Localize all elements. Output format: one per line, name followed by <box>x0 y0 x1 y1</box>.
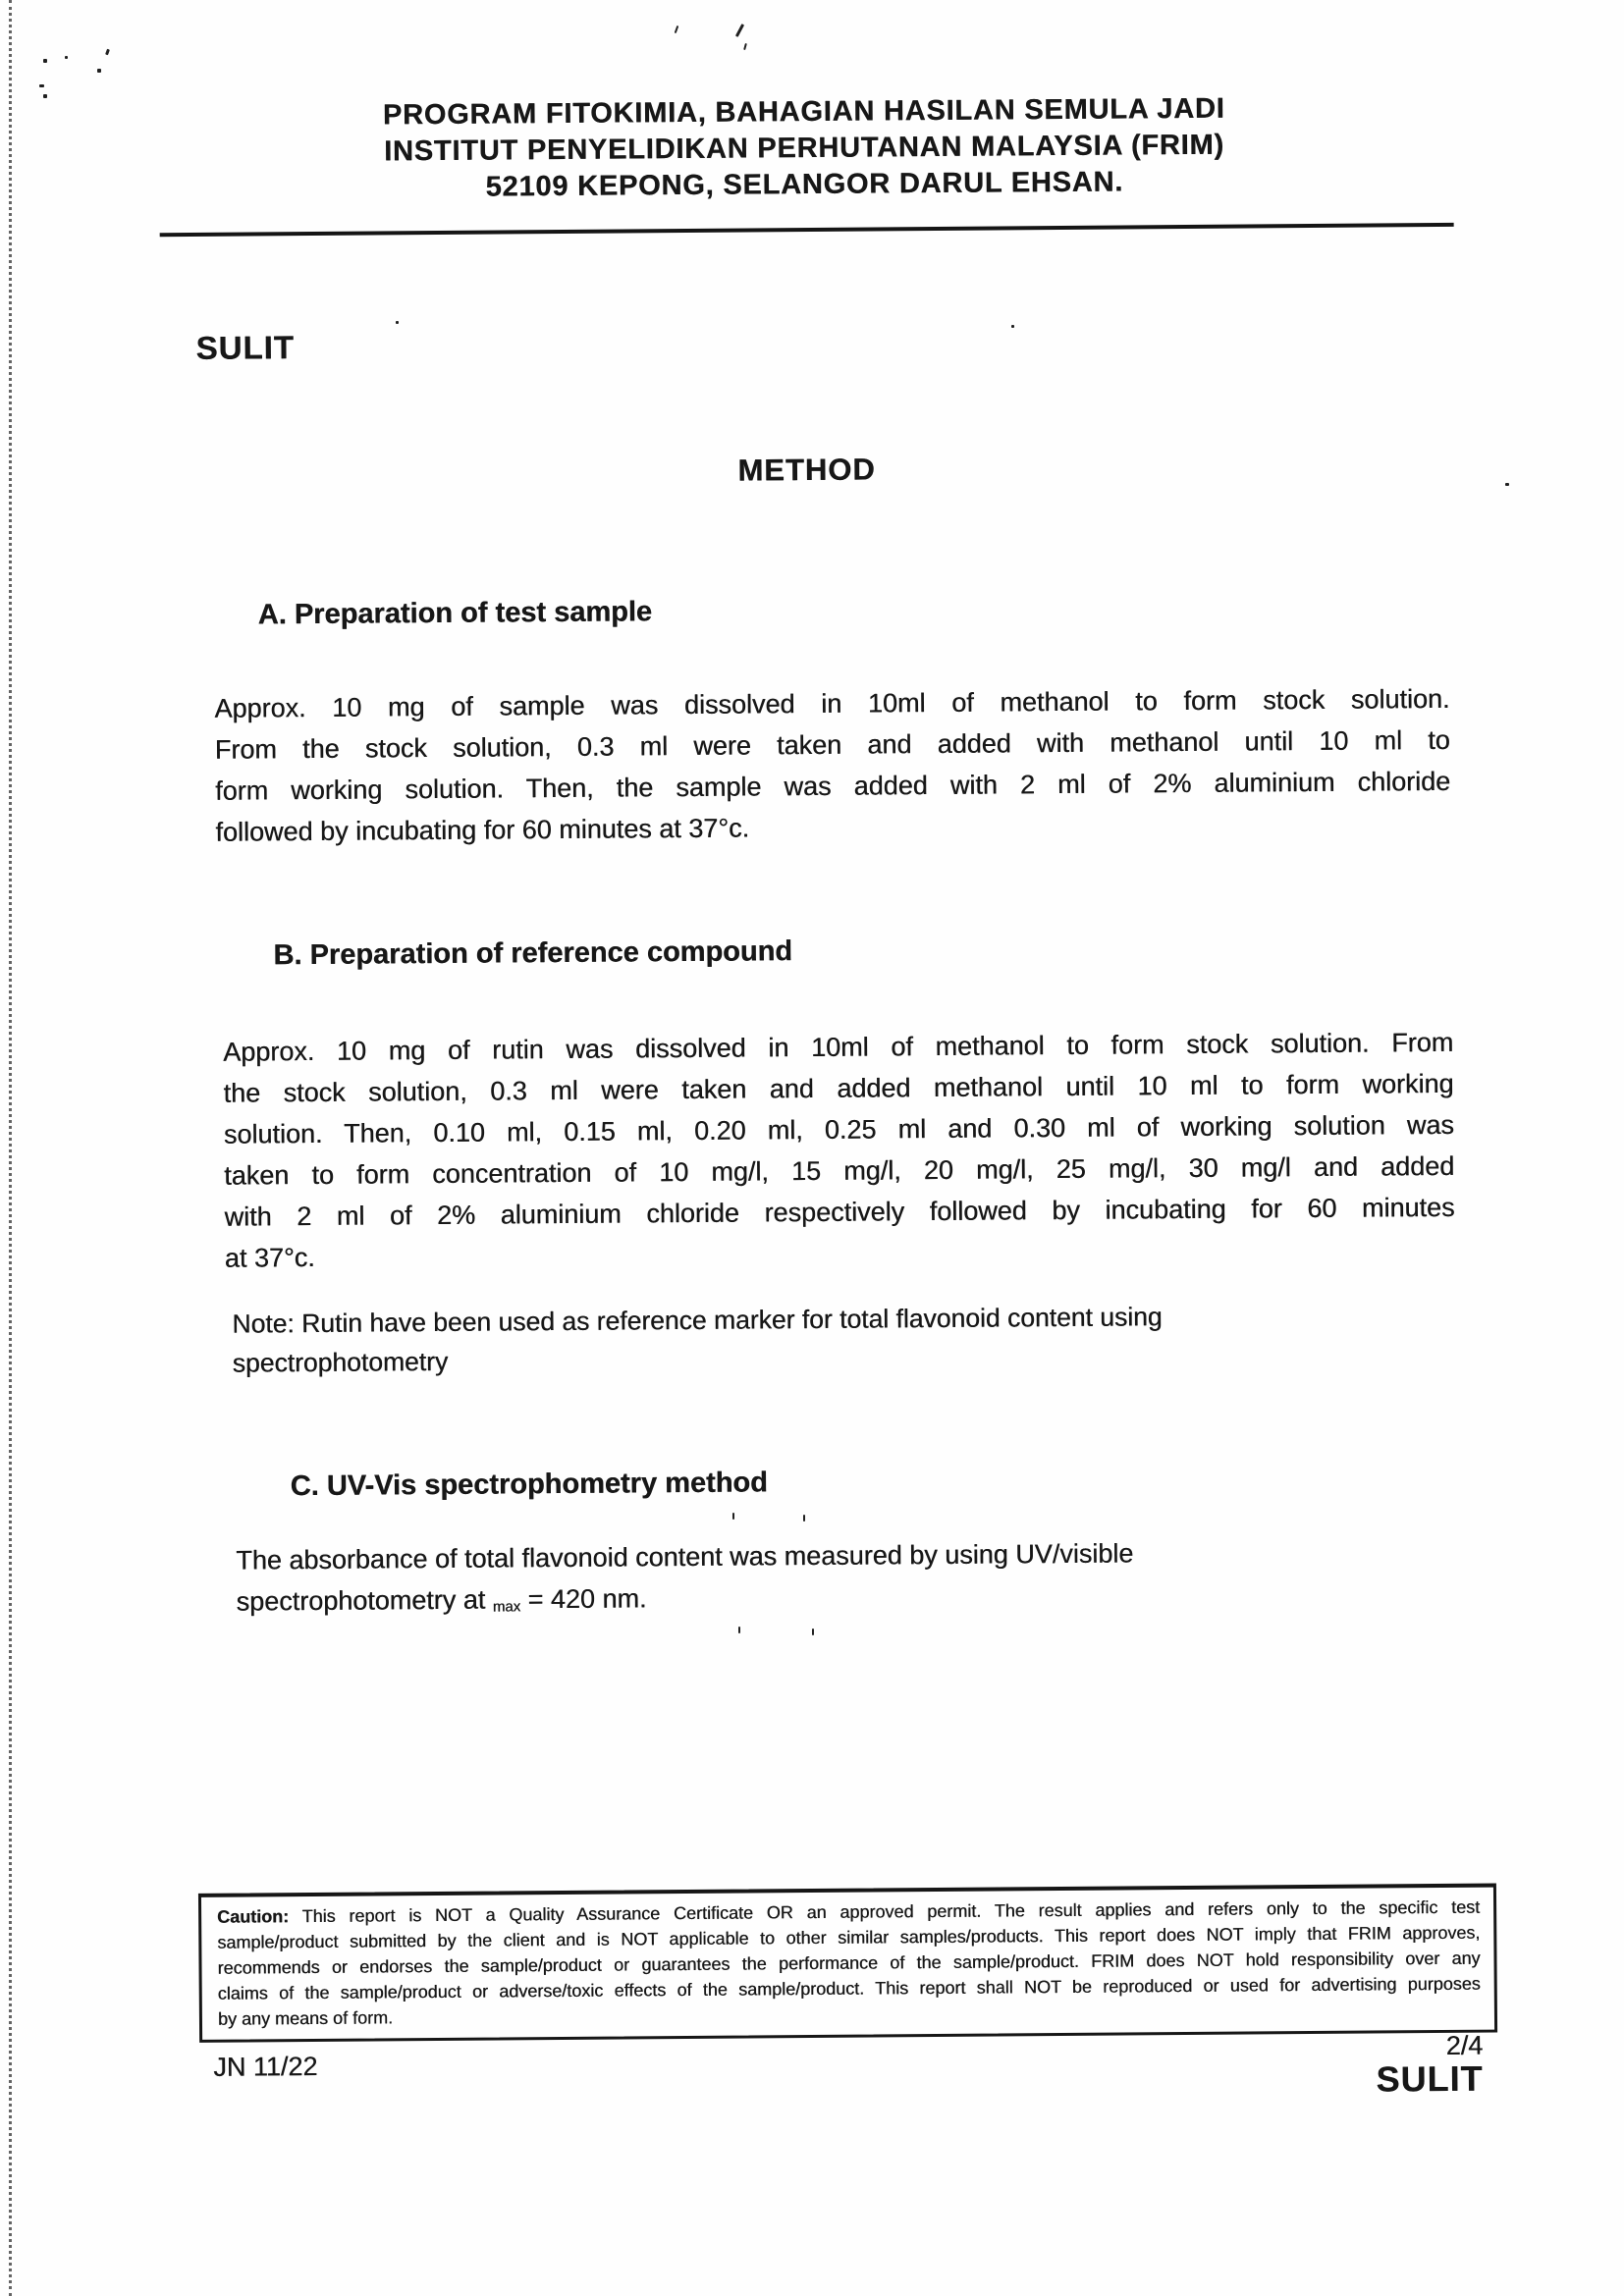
text-line: at 37°c. <box>224 1242 315 1273</box>
text-line: followed by incubating for 60 minutes at 37°c. <box>215 813 750 847</box>
page-number: 2/4 <box>1445 2030 1484 2060</box>
section-a-heading: A. Preparation of test sample <box>257 596 653 631</box>
note-paragraph <box>232 1295 1450 1383</box>
text-line: Note: Rutin have been used as reference marker for total flavonoid content using <box>232 1302 1163 1339</box>
org-header-line: 52109 KEPONG, SELANGOR DARUL EHSAN. <box>485 166 1124 203</box>
confidential-marking-bottom: SULIT <box>1376 2057 1484 2100</box>
wavelength-text-suffix: = 420 nm. <box>519 1583 647 1615</box>
caution-line: sample/product submitted by the client and is NOT applicable to other similar samples/products. This report does NOT imply that FRIM approves, <box>217 1922 1481 1952</box>
org-header-line: INSTITUT PENYELIDIKAN PERHUTANAN MALAYSIA (FRIM) <box>383 129 1225 168</box>
text-line: From the stock solution, 0.3 ml were taken and added with methanol until 10 ml to <box>214 724 1450 765</box>
text-line: the stock solution, 0.3 ml were taken and added methanol until 10 ml to form working <box>223 1068 1454 1108</box>
text-line: Approx. 10 mg of rutin was dissolved in 10ml of methanol to form stock solution. From <box>223 1027 1454 1067</box>
section-a-paragraph <box>214 678 1450 853</box>
text-line: taken to form concentration of 10 mg/l, 15 mg/l, 20 mg/l, 25 mg/l, 30 mg/l and added <box>224 1150 1455 1191</box>
text-line: solution. Then, 0.10 ml, 0.15 ml, 0.20 ml, 0.25 ml and 0.30 ml of working solution was <box>223 1109 1454 1149</box>
wavelength-text-prefix: spectrophotometry at <box>236 1584 493 1617</box>
text-line: The absorbance of total flavonoid content was measured by using UV/visible <box>236 1538 1134 1575</box>
caution-label: Caution: <box>217 1906 290 1927</box>
header-divider <box>160 223 1454 237</box>
text-line: with 2 ml of 2% aluminium chloride respectively followed by incubating for 60 minutes <box>224 1192 1455 1232</box>
section-b-paragraph <box>223 1022 1455 1279</box>
org-header-line: PROGRAM FITOKIMIA, BAHAGIAN HASILAN SEMULA JADI <box>382 92 1225 132</box>
organization-header <box>0 88 1616 210</box>
text-line: spectrophotometry <box>232 1346 449 1378</box>
text-line <box>236 1572 1463 1628</box>
lambda-max-subscript: max <box>492 1598 521 1616</box>
section-c-heading: C. UV-Vis spectrophometry method <box>290 1467 768 1503</box>
caution-line-text: This report is NOT a Quality Assurance Certificate OR an approved permit. The result applies and refers only to the specific test <box>289 1896 1481 1927</box>
text-line: form working solution. Then, the sample was added with 2 ml of 2% aluminium chloride <box>215 766 1451 806</box>
document-ref: JN 11/22 <box>213 2051 318 2082</box>
caution-line: recommends or endorses the sample/product or guarantees the performance of the sample/product. FRIM does NOT hold responsibility over any <box>217 1948 1481 1978</box>
text-line: Approx. 10 mg of sample was dissolved in 10ml of methanol to form stock solution. <box>214 683 1450 723</box>
caution-line: claims of the sample/product or adverse/toxic effects of the sample/product. This report shall NOT be reproduced or used for advertising purposes <box>217 1973 1481 2003</box>
section-b-heading: B. Preparation of reference compound <box>273 935 793 972</box>
confidential-marking-top: SULIT <box>195 329 296 366</box>
document-title: METHOD <box>737 452 876 488</box>
section-c-paragraph <box>236 1530 1464 1628</box>
caution-line: by any means of form. <box>217 2007 394 2029</box>
caution-box <box>198 1884 1497 2043</box>
